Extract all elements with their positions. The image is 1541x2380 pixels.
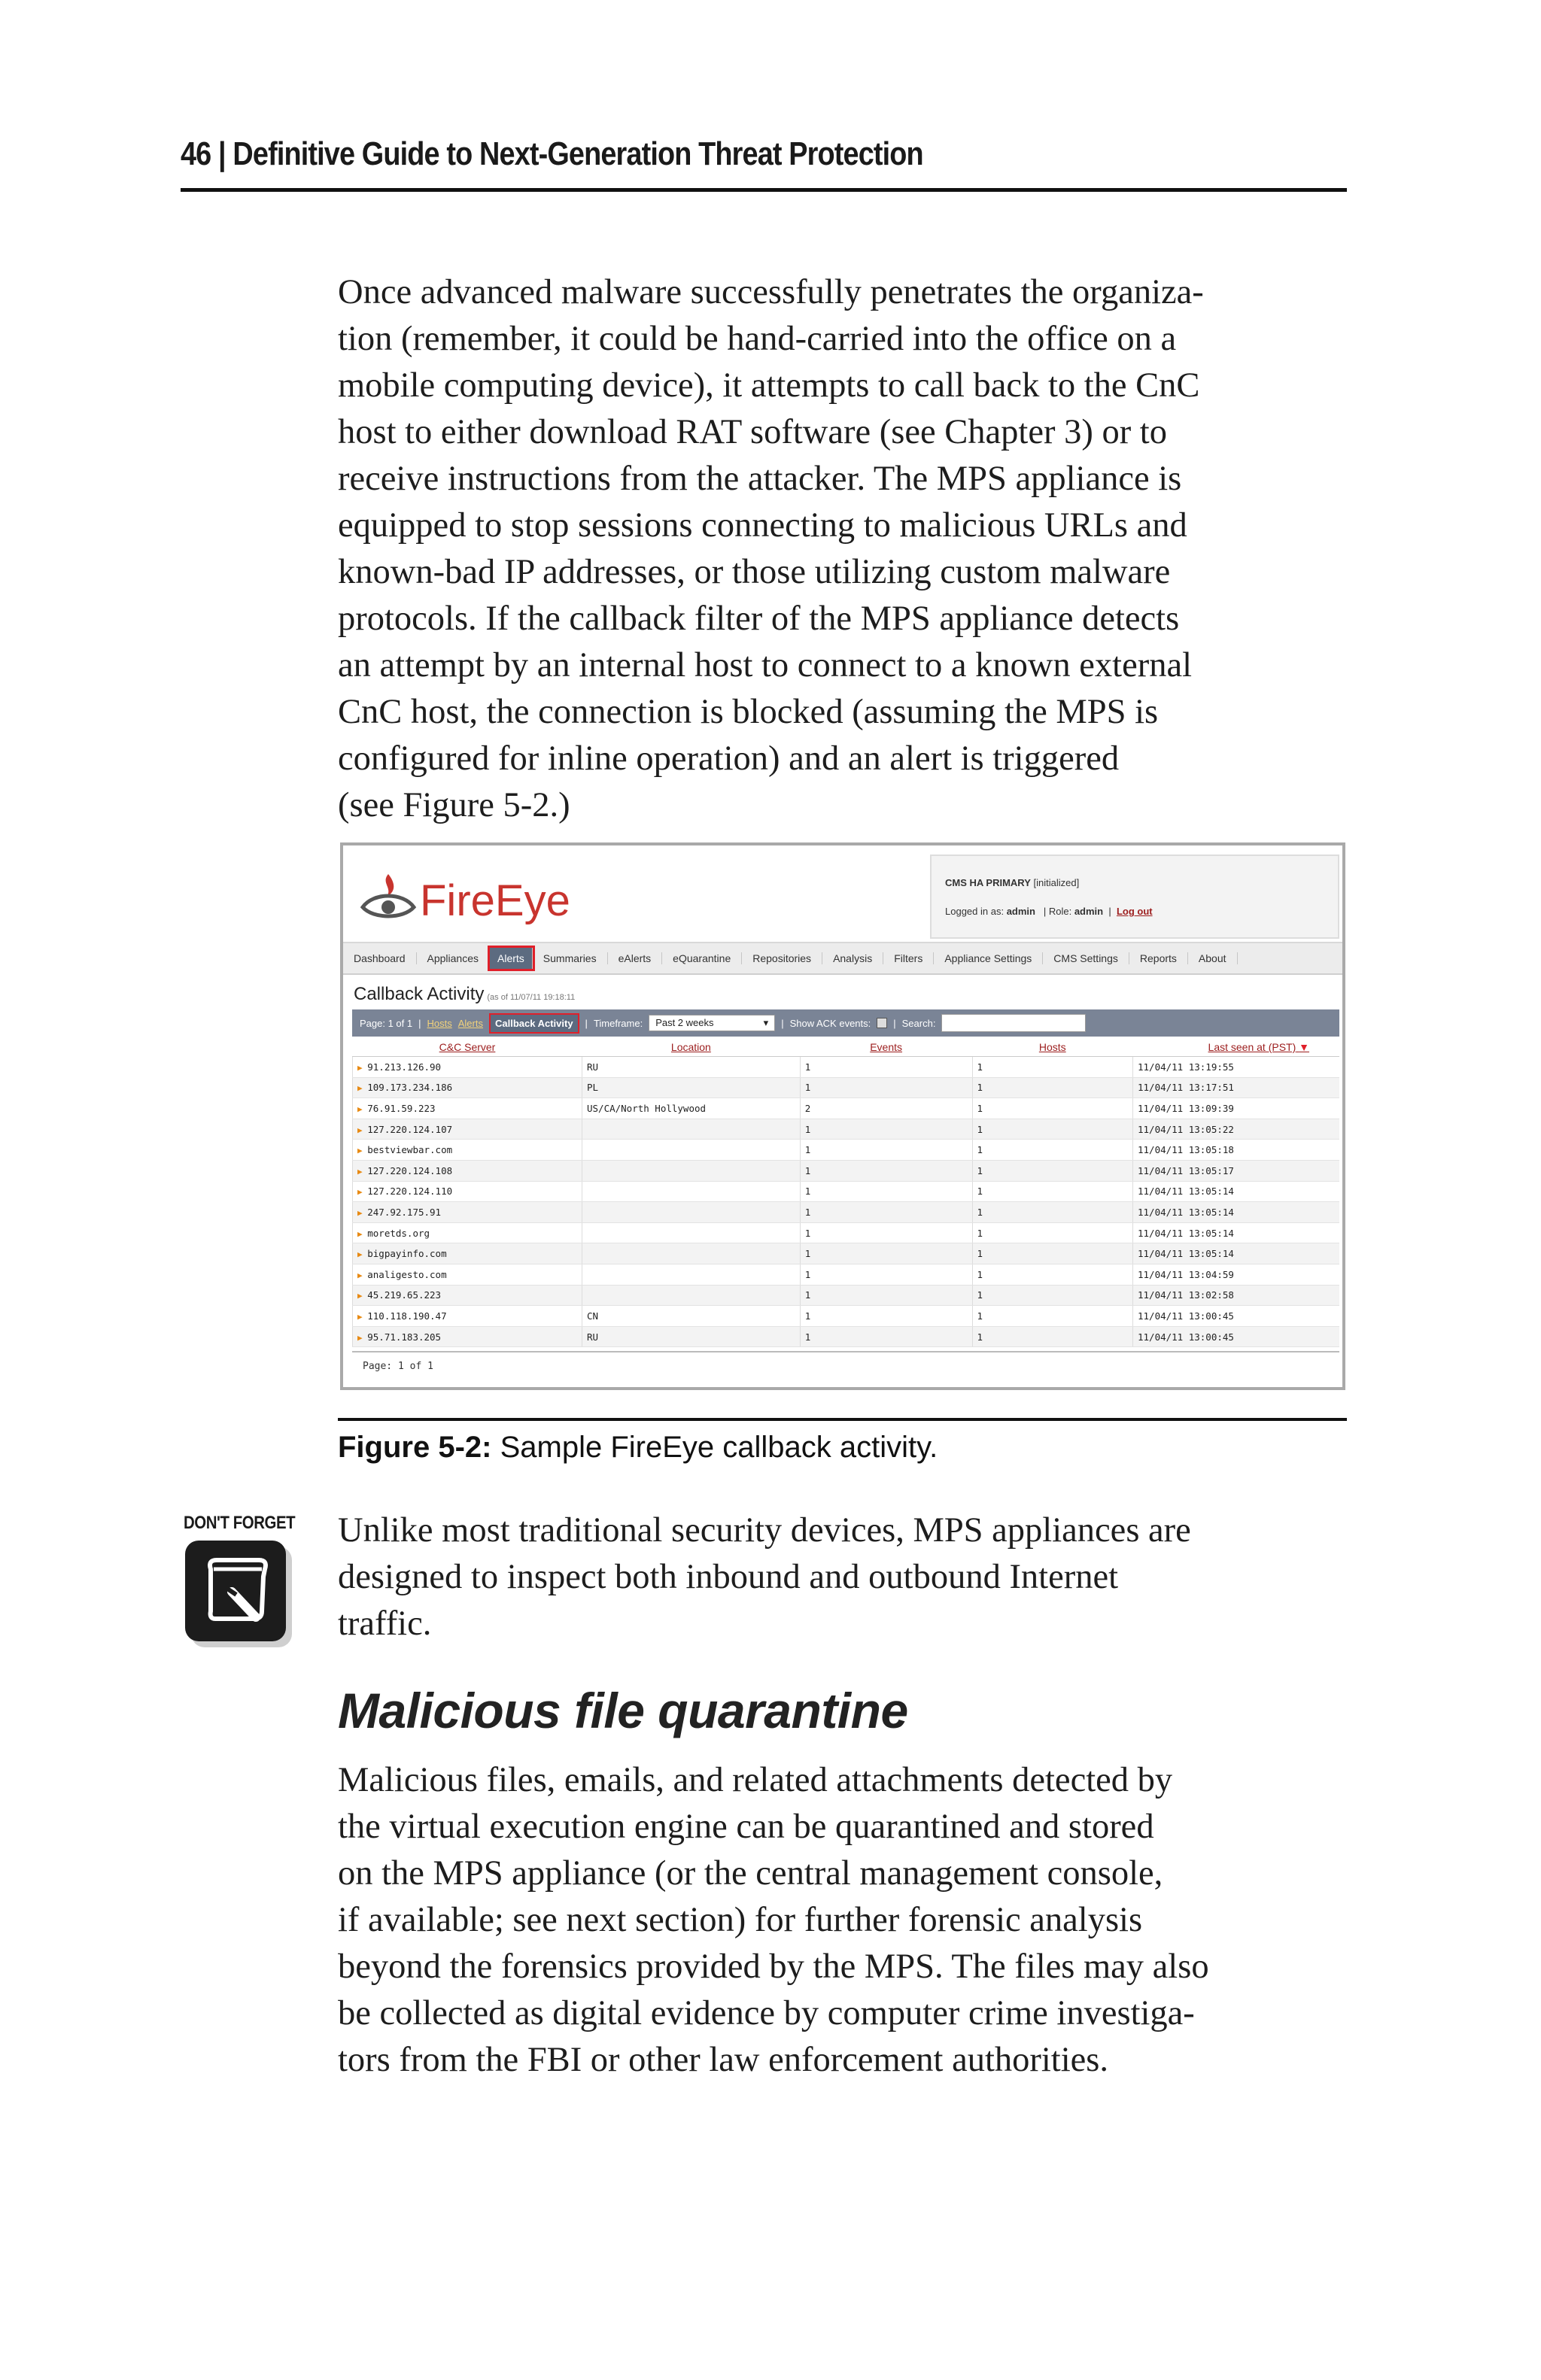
expand-arrow-icon[interactable]: ▶	[357, 1083, 368, 1094]
cell-location	[582, 1285, 801, 1306]
callback-activity-tab[interactable]: Callback Activity	[489, 1013, 579, 1034]
role-label: | Role:	[1043, 906, 1072, 917]
col-last-seen[interactable]: Last seen at (PST) ▼	[1133, 1038, 1340, 1057]
search-input[interactable]	[941, 1014, 1086, 1032]
cell-events: 1	[800, 1264, 972, 1285]
alerts-link[interactable]: Alerts	[457, 1017, 483, 1029]
table-row[interactable]	[353, 1077, 1340, 1098]
cell-location	[582, 1119, 801, 1140]
search-label: Search:	[901, 1017, 936, 1029]
col-cc-server[interactable]: C&C Server	[353, 1038, 582, 1057]
nav-appliance-settings[interactable]: Appliance Settings	[934, 952, 1043, 964]
cell-cc-server: ▶ bestviewbar.com	[353, 1140, 582, 1161]
cell-location: PL	[582, 1077, 801, 1098]
cell-hosts: 1	[972, 1222, 1133, 1243]
col-events[interactable]: Events	[800, 1038, 972, 1057]
table-row[interactable]	[353, 1306, 1340, 1327]
cell-events: 1	[800, 1181, 972, 1202]
table-footer: Page: 1 of 1	[352, 1351, 1339, 1380]
section-heading: Malicious file quarantine	[338, 1683, 908, 1738]
cell-last-seen: 11/04/11 13:05:14	[1133, 1181, 1340, 1202]
cell-hosts: 1	[972, 1098, 1133, 1119]
dont-forget-text	[338, 1507, 1346, 1647]
fireeye-screenshot-figure	[340, 842, 1345, 1390]
text-line: receive instructions from the attacker. The MPS appliance is	[338, 460, 1182, 498]
table-row[interactable]	[353, 1264, 1340, 1285]
expand-arrow-icon[interactable]: ▶	[357, 1187, 368, 1198]
caption-label: Figure 5-2:	[338, 1431, 492, 1464]
table-row[interactable]	[353, 1098, 1340, 1119]
paragraph-callback	[338, 269, 1346, 829]
timeframe-label: Timeframe:	[593, 1017, 643, 1029]
cell-cc-server: ▶ moretds.org	[353, 1222, 582, 1243]
fireeye-logo-text: FireEye	[420, 876, 570, 925]
cell-last-seen: 11/04/11 13:04:59	[1133, 1264, 1340, 1285]
cell-last-seen: 11/04/11 13:05:22	[1133, 1119, 1340, 1140]
page-number: 46	[181, 135, 211, 172]
cell-events: 1	[800, 1140, 972, 1161]
text-line: mobile computing device), it attempts to call back to the CnC	[338, 366, 1200, 405]
text-line: Unlike most traditional security devices, MPS appliances are	[338, 1511, 1191, 1550]
cell-location: CN	[582, 1306, 801, 1327]
cell-cc-server: ▶ analigesto.com	[353, 1264, 582, 1285]
fireeye-header	[343, 845, 1342, 945]
callback-activity-title: Callback Activity (as of 11/07/11 19:18:11	[354, 984, 576, 1004]
logout-link[interactable]: Log out	[1116, 906, 1153, 917]
cell-hosts: 1	[972, 1285, 1133, 1306]
cell-cc-server: ▶ 91.213.126.90	[353, 1057, 582, 1078]
expand-arrow-icon[interactable]: ▶	[357, 1062, 368, 1073]
table-row[interactable]	[353, 1285, 1340, 1306]
cell-location: RU	[582, 1057, 801, 1078]
caption-text: Sample FireEye callback activity.	[500, 1431, 938, 1464]
text-line: equipped to stop sessions connecting to malicious URLs and	[338, 506, 1187, 545]
cell-last-seen: 11/04/11 13:19:55	[1133, 1057, 1340, 1078]
cell-hosts: 1	[972, 1243, 1133, 1264]
caption-rule	[338, 1418, 1347, 1421]
cell-cc-server: ▶ 95.71.183.205	[353, 1326, 582, 1347]
expand-arrow-icon[interactable]: ▶	[357, 1270, 368, 1280]
cell-events: 1	[800, 1243, 972, 1264]
cell-hosts: 1	[972, 1202, 1133, 1223]
text-line: tors from the FBI or other law enforcement authorities.	[338, 2041, 1108, 2079]
table-header-row	[353, 1038, 1340, 1057]
cell-last-seen: 11/04/11 13:05:14	[1133, 1243, 1340, 1264]
fireeye-nav-bar	[343, 942, 1342, 975]
text-line: the virtual execution engine can be quarantined and stored	[338, 1808, 1154, 1846]
cell-location	[582, 1181, 801, 1202]
header-title: Definitive Guide to Next-Generation Threat Protection	[233, 135, 923, 172]
nav-cms-settings[interactable]: CMS Settings	[1043, 952, 1129, 964]
nav-reports[interactable]: Reports	[1129, 952, 1188, 964]
fireeye-eye-flame-icon	[358, 870, 418, 930]
cell-cc-server: ▶ bigpayinfo.com	[353, 1243, 582, 1264]
expand-arrow-icon[interactable]: ▶	[357, 1166, 368, 1176]
cell-events: 2	[800, 1098, 972, 1119]
cell-location	[582, 1160, 801, 1181]
text-line: be collected as digital evidence by computer crime investiga-	[338, 1994, 1195, 2032]
logged-in-user: admin	[1006, 906, 1035, 917]
cell-last-seen: 11/04/11 13:05:14	[1133, 1202, 1340, 1223]
cell-location	[582, 1243, 801, 1264]
sort-desc-icon: ▼	[1299, 1041, 1309, 1053]
nav-appliances[interactable]: Appliances	[417, 952, 491, 964]
cell-location	[582, 1264, 801, 1285]
logged-in-label: Logged in as:	[945, 906, 1005, 917]
header-separator: |	[218, 135, 226, 172]
callback-table	[352, 1038, 1339, 1347]
cell-hosts: 1	[972, 1077, 1133, 1098]
dont-forget-icon	[184, 1539, 296, 1652]
timeframe-select[interactable]: Past 2 weeks ▾	[649, 1015, 775, 1031]
cell-last-seen: 11/04/11 13:02:58	[1133, 1285, 1340, 1306]
cms-status: [initialized]	[1033, 877, 1080, 888]
cell-cc-server: ▶ 127.220.124.110	[353, 1181, 582, 1202]
table-row[interactable]	[353, 1326, 1340, 1347]
text-line: host to either download RAT software (see Chapter 3) or to	[338, 413, 1167, 451]
cell-cc-server: ▶ 110.118.190.47	[353, 1306, 582, 1327]
callback-toolbar: Page: 1 of 1 | Hosts Alerts Callback Activity | Timeframe: Past 2 weeks ▾ | Show ACK events: | Search:	[352, 1009, 1339, 1037]
nav-ealerts[interactable]: eAlerts	[608, 952, 663, 964]
col-location[interactable]: Location	[582, 1038, 801, 1057]
toolbar-page: Page: 1 of 1	[360, 1017, 413, 1029]
login-status-panel: CMS HA PRIMARY [initialized] Logged in as: admin | Role: admin | Log out	[930, 855, 1339, 939]
table-row[interactable]	[353, 1222, 1340, 1243]
nav-dashboard[interactable]: Dashboard	[343, 952, 417, 964]
expand-arrow-icon[interactable]: ▶	[357, 1125, 368, 1135]
paragraph-quarantine	[338, 1757, 1346, 2084]
cell-events: 1	[800, 1057, 972, 1078]
expand-arrow-icon[interactable]: ▶	[357, 1207, 368, 1218]
expand-arrow-icon[interactable]: ▶	[357, 1311, 368, 1322]
running-header	[181, 135, 1184, 173]
hosts-link[interactable]: Hosts	[427, 1017, 452, 1029]
cell-last-seen: 11/04/11 13:17:51	[1133, 1077, 1340, 1098]
figure-caption	[338, 1431, 938, 1465]
show-ack-label: Show ACK events:	[789, 1017, 871, 1029]
cell-hosts: 1	[972, 1140, 1133, 1161]
cell-events: 1	[800, 1160, 972, 1181]
cell-events: 1	[800, 1222, 972, 1243]
table-row[interactable]	[353, 1140, 1340, 1161]
chevron-down-icon: ▾	[763, 1017, 769, 1028]
nav-analysis[interactable]: Analysis	[822, 952, 883, 964]
text-line: traffic.	[338, 1604, 432, 1643]
cms-label: CMS HA PRIMARY	[945, 877, 1031, 888]
cell-cc-server: ▶ 109.173.234.186	[353, 1077, 582, 1098]
text-line: Once advanced malware successfully penetrates the organiza-	[338, 273, 1204, 311]
nav-filters[interactable]: Filters	[883, 952, 934, 964]
cell-cc-server: ▶ 247.92.175.91	[353, 1202, 582, 1223]
cell-location: RU	[582, 1326, 801, 1347]
text-line: if available; see next section) for further forensic analysis	[338, 1901, 1143, 1939]
cell-last-seen: 11/04/11 13:09:39	[1133, 1098, 1340, 1119]
show-ack-checkbox[interactable]	[877, 1018, 887, 1028]
header-rule	[181, 188, 1347, 192]
cell-hosts: 1	[972, 1057, 1133, 1078]
text-line: known-bad IP addresses, or those utilizing custom malware	[338, 553, 1171, 591]
cell-cc-server: ▶ 76.91.59.223	[353, 1098, 582, 1119]
table-row[interactable]	[353, 1119, 1340, 1140]
table-row[interactable]	[353, 1057, 1340, 1078]
expand-arrow-icon[interactable]: ▶	[357, 1103, 368, 1114]
cell-events: 1	[800, 1306, 972, 1327]
cell-events: 1	[800, 1119, 972, 1140]
cell-location	[582, 1140, 801, 1161]
as-of-timestamp: (as of 11/07/11 19:18:11	[487, 993, 576, 1002]
expand-arrow-icon[interactable]: ▶	[357, 1249, 368, 1260]
cell-events: 1	[800, 1077, 972, 1098]
cell-last-seen: 11/04/11 13:05:18	[1133, 1140, 1340, 1161]
table-row[interactable]	[353, 1181, 1340, 1202]
table-row[interactable]	[353, 1202, 1340, 1223]
nav-alerts[interactable]: Alerts	[490, 948, 533, 969]
cell-hosts: 1	[972, 1119, 1133, 1140]
cell-location	[582, 1202, 801, 1223]
cell-events: 1	[800, 1202, 972, 1223]
nav-about[interactable]: About	[1188, 952, 1238, 964]
cell-hosts: 1	[972, 1264, 1133, 1285]
cell-last-seen: 11/04/11 13:05:14	[1133, 1222, 1340, 1243]
text-line: an attempt by an internal host to connect to a known external	[338, 646, 1193, 685]
text-line: (see Figure 5-2.)	[338, 786, 570, 824]
col-hosts[interactable]: Hosts	[972, 1038, 1133, 1057]
cell-last-seen: 11/04/11 13:00:45	[1133, 1306, 1340, 1327]
cell-last-seen: 11/04/11 13:00:45	[1133, 1326, 1340, 1347]
expand-arrow-icon[interactable]: ▶	[357, 1146, 368, 1156]
cell-cc-server: ▶ 45.219.65.223	[353, 1285, 582, 1306]
table-row[interactable]	[353, 1243, 1340, 1264]
text-line: on the MPS appliance (or the central management console,	[338, 1854, 1163, 1893]
nav-summaries[interactable]: Summaries	[533, 952, 608, 964]
cell-hosts: 1	[972, 1326, 1133, 1347]
text-line: designed to inspect both inbound and outbound Internet	[338, 1558, 1119, 1596]
role-value: admin	[1074, 906, 1104, 917]
nav-equarantine[interactable]: eQuarantine	[662, 952, 742, 964]
dont-forget-label: DON'T FORGET	[184, 1513, 296, 1533]
cell-events: 1	[800, 1285, 972, 1306]
cell-hosts: 1	[972, 1181, 1133, 1202]
cell-cc-server: ▶ 127.220.124.107	[353, 1119, 582, 1140]
text-line: beyond the forensics provided by the MPS. The files may also	[338, 1947, 1209, 1986]
text-line: CnC host, the connection is blocked (assuming the MPS is	[338, 693, 1159, 731]
cell-hosts: 1	[972, 1306, 1133, 1327]
cell-location	[582, 1222, 801, 1243]
nav-repositories[interactable]: Repositories	[742, 952, 822, 964]
cell-events: 1	[800, 1326, 972, 1347]
text-line: protocols. If the callback filter of the MPS appliance detects	[338, 600, 1180, 638]
text-line: configured for inline operation) and an alert is triggered	[338, 739, 1120, 778]
cell-cc-server: ▶ 127.220.124.108	[353, 1160, 582, 1181]
cell-last-seen: 11/04/11 13:05:17	[1133, 1160, 1340, 1181]
expand-arrow-icon[interactable]: ▶	[357, 1291, 368, 1301]
text-line: Malicious files, emails, and related attachments detected by	[338, 1761, 1173, 1799]
table-body	[353, 1057, 1340, 1347]
expand-arrow-icon[interactable]: ▶	[357, 1228, 368, 1239]
expand-arrow-icon[interactable]: ▶	[357, 1332, 368, 1343]
cell-location: US/CA/North Hollywood	[582, 1098, 801, 1119]
table-row[interactable]	[353, 1160, 1340, 1181]
text-line: tion (remember, it could be hand-carried into the office on a	[338, 320, 1177, 358]
cell-hosts: 1	[972, 1160, 1133, 1181]
